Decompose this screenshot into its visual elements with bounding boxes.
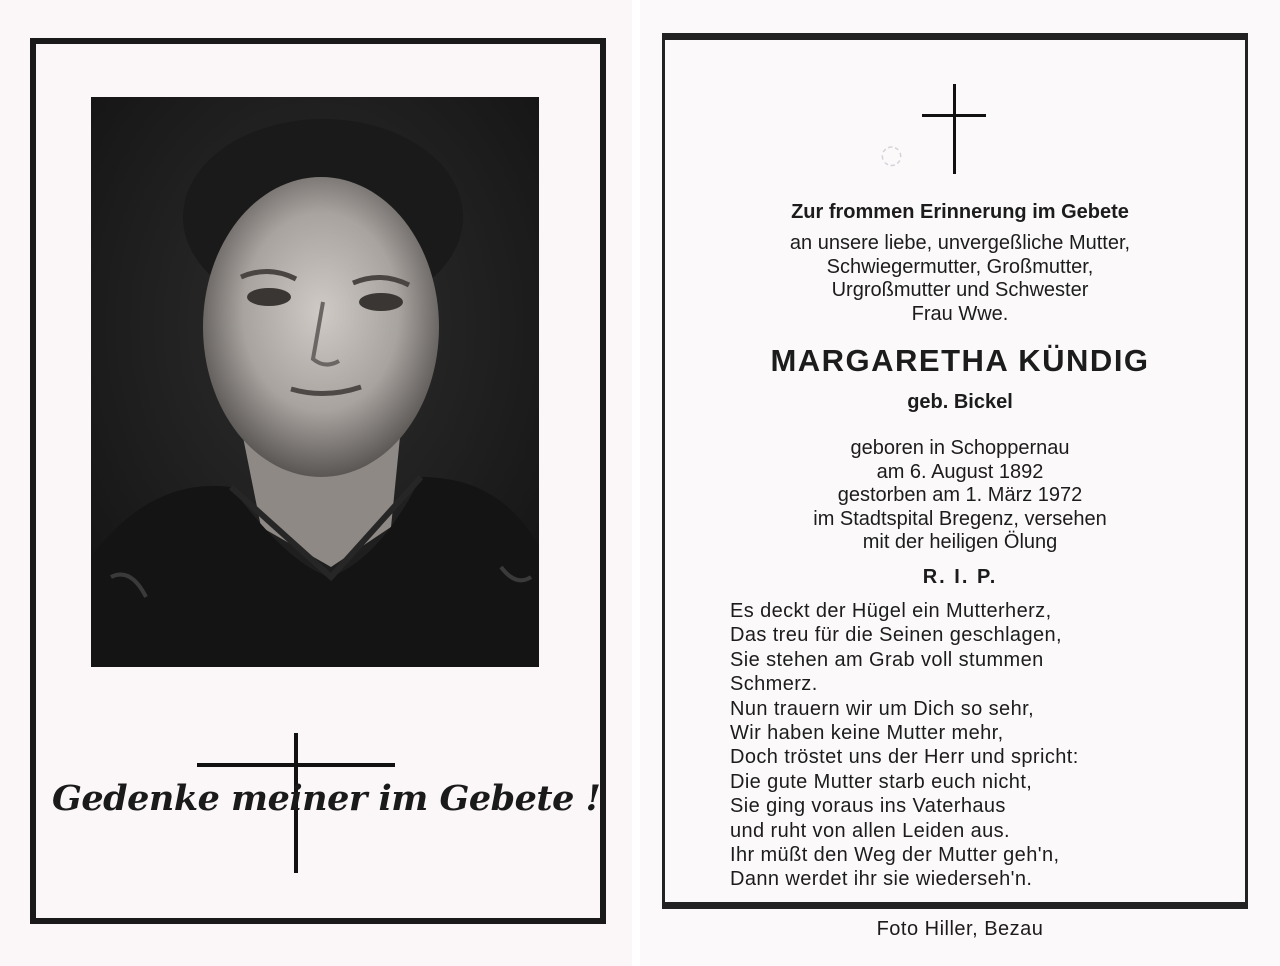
maiden-name: geb. Bickel [907,391,1013,413]
life-dates-block [700,437,1220,555]
photo-credit: Foto Hiller, Bezau [876,918,1044,940]
cross-icon-horizontal [197,763,395,767]
poem-block [730,599,1210,892]
heading: Zur frommen Erinnerung im Gebete [791,201,1129,223]
poem-line: und ruht von allen Leiden aus. [730,819,1010,842]
dedication-line: an unsere liebe, unvergeßliche Mutter, [789,232,1131,254]
dedication-line: Frau Wwe. [911,302,1009,325]
dates-line: geboren in Schoppernau [850,437,1070,459]
cross-icon-horizontal [922,114,986,117]
poem-line: Sie stehen am Grab voll stummen [730,648,1044,671]
dedication-line: Schwiegermutter, Großmutter, [826,255,1094,278]
portrait-photo-icon [91,97,539,667]
cross-icon-vertical [953,84,956,174]
dedication-line: Urgroßmutter und Schwester [831,279,1089,301]
poem-line: Es deckt der Hügel ein Mutterherz, [730,600,1052,622]
dates-line: im Stadtspital Bregenz, versehen [813,507,1107,530]
dedication-block [700,232,1220,326]
rip-text: R. I. P. [922,566,998,588]
portrait-photo [91,97,539,667]
poem-line: Doch tröstet uns der Herr und spricht: [730,746,1079,769]
poem-line: Das treu für die Seinen geschlagen, [730,624,1062,647]
poem-line: Schmerz. [730,673,818,696]
poem-line: Die gute Mutter starb euch nicht, [730,770,1033,793]
dates-line: am 6. August 1892 [876,460,1044,483]
poem-line: Ihr müßt den Weg der Mutter geh'n, [730,844,1060,867]
poem-line: Wir haben keine Mutter mehr, [730,722,1004,745]
inscription-text: Gedenke meiner im Gebete ! [52,778,601,819]
memorial-card-front [0,0,632,966]
poem-line: Sie ging voraus ins Vaterhaus [730,795,1006,818]
pencil-mark-icon: ◌ [878,138,905,172]
deceased-name: MARGARETHA KÜNDIG [770,343,1150,378]
dates-line: gestorben am 1. März 1972 [837,484,1083,506]
poem-line: Nun trauern wir um Dich so sehr, [730,697,1035,720]
poem-line: Dann werdet ihr sie wiederseh'n. [730,868,1033,891]
dates-line: mit der heiligen Ölung [862,531,1058,553]
